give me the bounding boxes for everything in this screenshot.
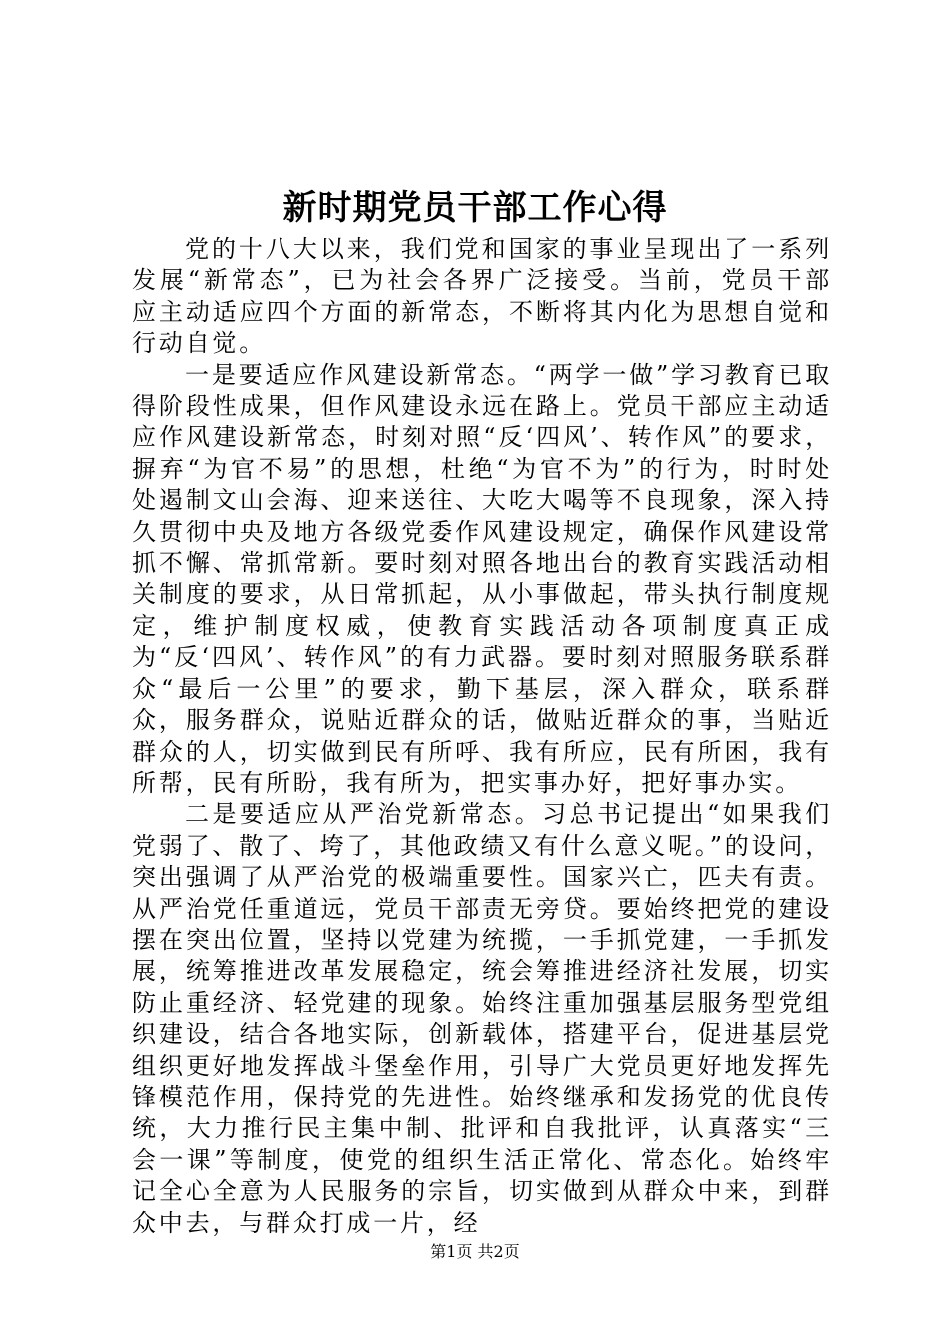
document-title: 新时期党员干部工作心得 [282, 188, 668, 228]
paragraph-style-building: 一是要适应作风建设新常态。“两学一做”学习教育已取得阶段性成果，但作风建设永远在路上。党员干部应主动适应作风建设新常态，时刻对照“反‘四风’、转作风”的要求，摒弃“为官不易”的思想，杜绝“为官不为”的行为，时时处处遏制文山会海、迎来送往、大吃大喝等不良现象，深入持久贯彻中央及地方各级党委作风建设规定，确保作风建设常抓不懈、常抓常新。要时刻对照各地出台的教育实践活动相关制度的要求，从日常抓起，从小事做起，带头执行制度规定，维护制度权威，使教育实践活动各项制度真正成为“反‘四风’、转作风”的有力武器。要时刻对照服务联系群众“最后一公里”的要求，勤下基层，深入群众，联系群众，服务群众，说贴近群众的话，做贴近群众的事，当贴近群众的人，切实做到民有所呼、我有所应，民有所困，我有所帮，民有所盼，我有所为，把实事办好，把好事办实。 [132, 360, 832, 797]
paragraph-intro: 党的十八大以来，我们党和国家的事业呈现出了一系列发展“新常态”，已为社会各界广泛接受。当前，党员干部应主动适应四个方面的新常态，不断将其内化为思想自觉和行动自觉。 [132, 235, 832, 358]
paragraph-party-governance: 二是要适应从严治党新常态。习总书记提出“如果我们党弱了、散了、垮了，其他政绩又有什么意义呢。”的设问，突出强调了从严治党的极端重要性。国家兴亡，匹夫有责。从严治党任重道远，党员干部责无旁贷。要始终把党的建设摆在突出位置，坚持以党建为统揽，一手抓党建，一手抓发展，统筹推进改革发展稳定，统会筹推进经济社发展，切实防止重经济、轻党建的现象。始终注重加强基层服务型党组织建设，结合各地实际，创新载体，搭建平台，促进基层党组织更好地发挥战斗堡垒作用，引导广大党员更好地发挥先锋模范作用，保持党的先进性。始终继承和发扬党的优良传统，大力推行民主集中制、批评和自我批评，认真落实“三会一课”等制度，使党的组织生活正常化、常态化。始终牢记全心全意为人民服务的宗旨，切实做到从群众中来，到群众中去，与群众打成一片，经 [132, 800, 832, 1237]
document-body [132, 234, 832, 1239]
page-footer: 第1页 共2页 [430, 1242, 520, 1261]
